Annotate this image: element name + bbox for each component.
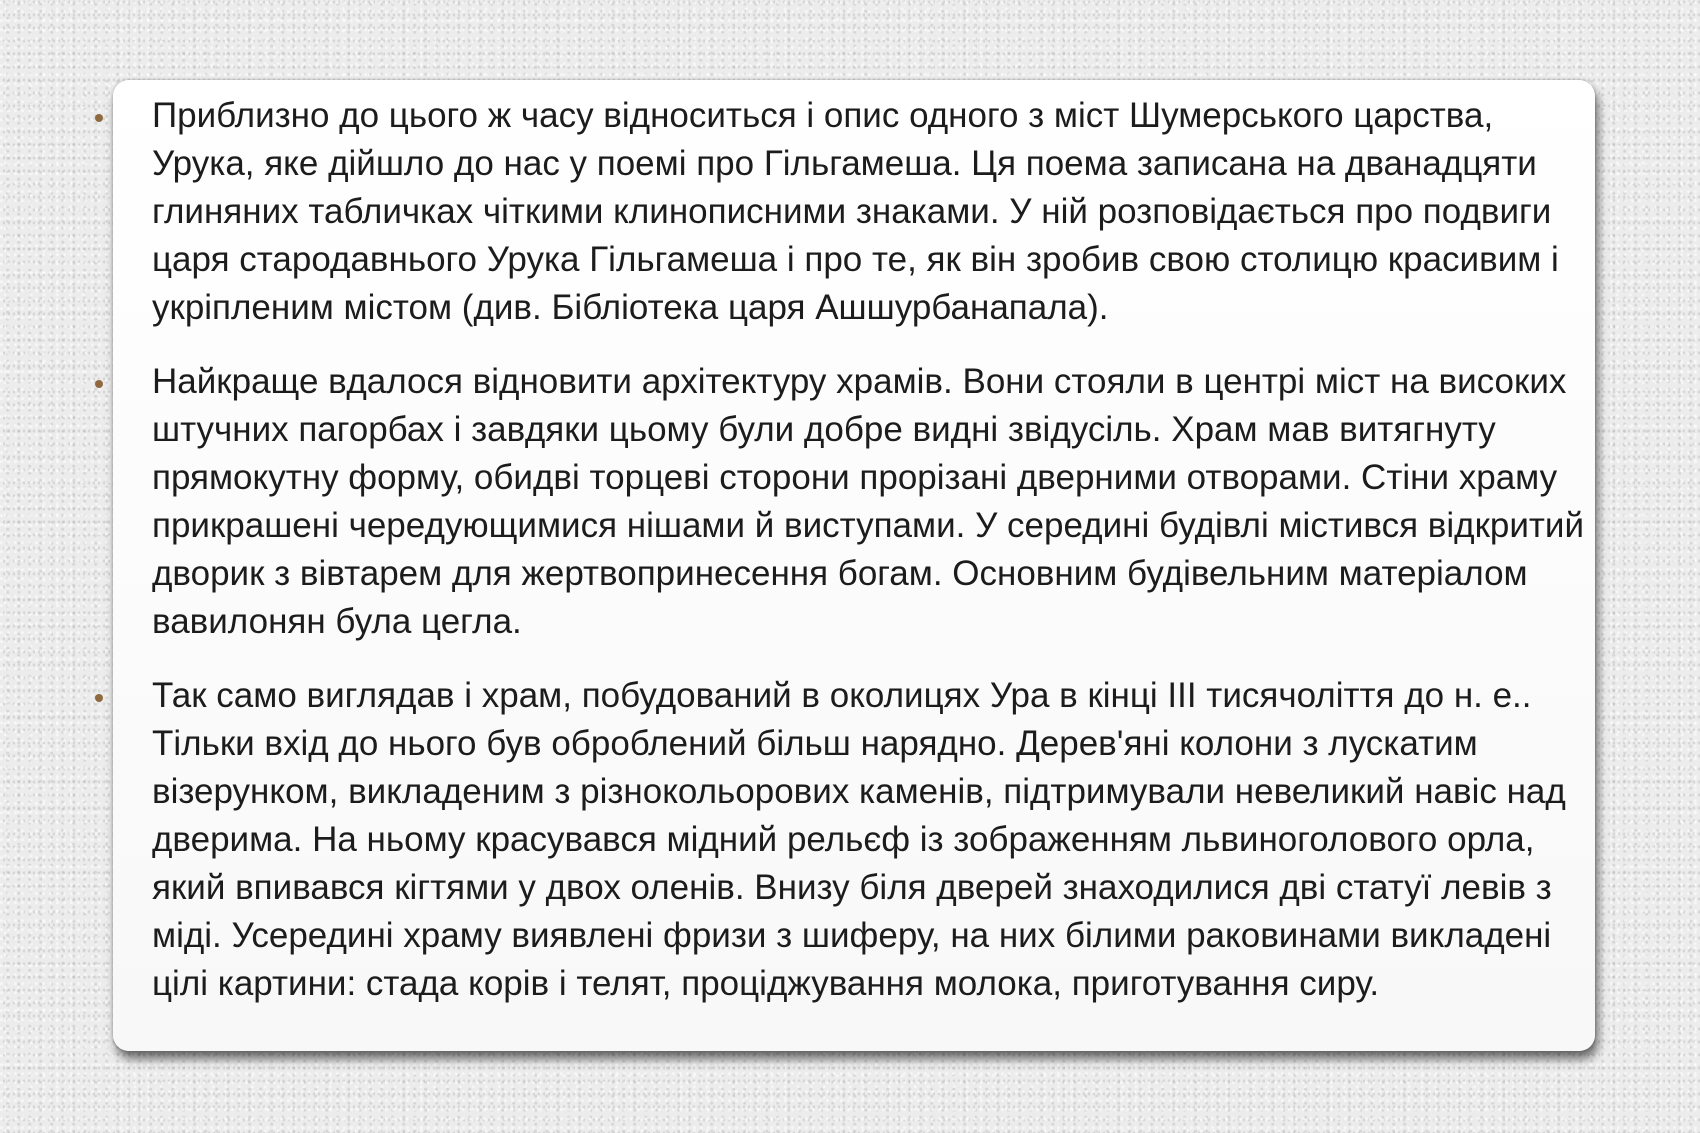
bullet-list	[0, 92, 1700, 1034]
bullet-dot-icon	[95, 114, 103, 122]
bullet-text: Приблизно до цього ж часу відноситься і опис одного з міст Шумерського царства, Урука, яке дійшло до нас у поемі про Гільгамеша. Ця поема записана на дванадцяти глиняних табличках чіткими клинописними знаками. У ній розповідається про подвиги царя стародавнього Урука Гільгамеша і про те, як він зробив свою столицю красивим і укріпленим містом (див. Бібліотека царя Ашшурбанапала).	[152, 96, 1559, 327]
bullet-text: Так само виглядав і храм, побудований в околицях Ура в кінці III тисячоліття до н. е.. Тільки вхід до нього був оброблений більш нарядно. Дерев'яні колони з лускатим візерунком, викладеним з різнокольорових каменів, підтримували невеликий навіс над дверима. На ньому красувався мідний рельєф із зображенням львиноголового орла, який впивався кігтями у двох оленів. Внизу біля дверей знаходилися дві статуї левів з міді. Усередині храму виявлені фризи з шиферу, на них білими раковинами викладені цілі картини: стада корів і телят, проціджування молока, приготування сиру.	[152, 676, 1566, 1003]
bullet-text: Найкраще вдалося відновити архітектуру храмів. Вони стояли в центрі міст на високих штучних пагорбах і завдяки цьому були добре видні звідусіль. Храм мав витягнуту прямокутну форму, обидві торцеві сторони прорізані дверними отворами. Стіни храму прикрашені чередующимися нішами й виступами. У середині будівлі містився відкритий дворик з вівтарем для жертвопринесення богам. Основним будівельним матеріалом вавилонян була цегла.	[152, 362, 1585, 641]
bullet-dot-icon	[95, 694, 103, 702]
bullet-item	[0, 92, 1700, 332]
bullet-dot-icon	[95, 380, 103, 388]
bullet-item	[0, 672, 1700, 1008]
bullet-item	[0, 358, 1700, 646]
